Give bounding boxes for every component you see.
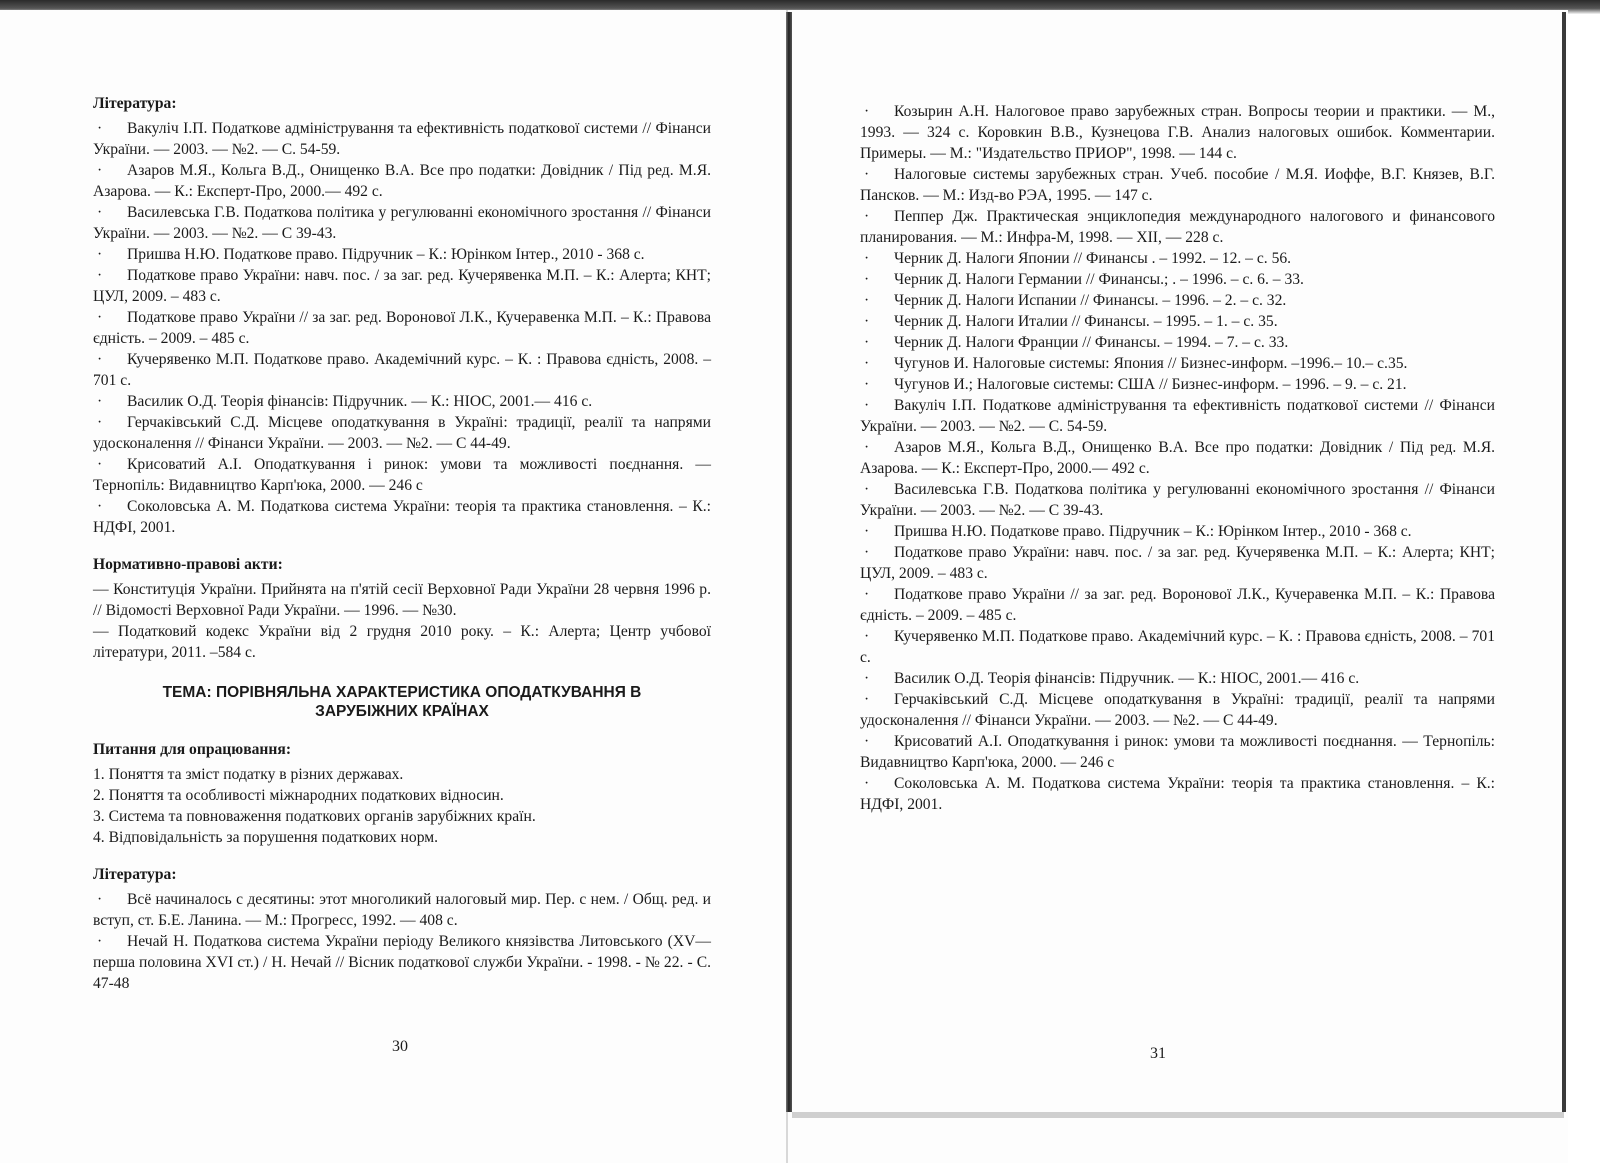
- bibliography-entry: [860, 332, 1495, 353]
- bullet-icon: ·: [864, 355, 870, 372]
- bibliography-entry: [93, 118, 711, 160]
- bibliography-entry: [860, 668, 1495, 689]
- bibliography-entry: [860, 731, 1495, 773]
- entry-text: Кучерявенко М.П. Податкове право. Академічний курс. – К. : Правова єдність, 2008. – 701 с.: [93, 351, 711, 389]
- bibliography-entry: [93, 265, 711, 307]
- question-item: 1. Поняття та зміст податку в різних державах.: [93, 766, 404, 783]
- bibliography-entry: [860, 290, 1495, 311]
- bullet-icon: ·: [97, 891, 103, 908]
- bullet-icon: ·: [864, 439, 870, 456]
- bibliography-entry: [93, 202, 711, 244]
- entry-text: Крисоватий А.І. Оподаткування і ринок: умови та можливості поєднання. — Тернопіль: Видавництво Карп'юка, 2000. — 246 с: [93, 456, 711, 494]
- topic-title-line: ЗАРУБІЖНИХ КРАЇНАХ: [315, 703, 489, 720]
- page-bottom-shadow: [792, 1112, 1564, 1118]
- normative-acts-list: [93, 579, 711, 663]
- bibliography-entry: [860, 542, 1495, 584]
- bullet-icon: ·: [97, 456, 103, 473]
- bullet-icon: ·: [97, 498, 103, 515]
- literature-heading-2: Література:: [93, 866, 177, 883]
- bibliography-entry: [93, 889, 711, 931]
- bullet-icon: ·: [97, 267, 103, 284]
- entry-text: Нечай Н. Податкова система України періоду Великого князівства Литовського (XV—перша половина XVI ст.) / Н. Нечай // Вісник податкової служби України. - 1998. - № 22. - С. 47-48: [93, 933, 711, 992]
- entry-text: Василик О.Д. Теорія фінансів: Підручник. — К.: НІОС, 2001.— 416 с.: [894, 670, 1360, 687]
- bullet-icon: ·: [97, 351, 103, 368]
- bibliography-entry: [860, 584, 1495, 626]
- bullet-icon: ·: [97, 162, 103, 179]
- bibliography-entry: [860, 374, 1495, 395]
- left-page-text: [93, 93, 711, 994]
- bibliography-entry: [860, 248, 1495, 269]
- bullet-icon: ·: [864, 376, 870, 393]
- bullet-icon: ·: [864, 271, 870, 288]
- entry-text: Пришва Н.Ю. Податкове право. Підручник – К.: Юрінком Інтер., 2010 - 368 с.: [127, 246, 645, 263]
- bullet-icon: ·: [864, 334, 870, 351]
- entry-text: Крисоватий А.І. Оподаткування і ринок: умови та можливості поєднання. — Тернопіль: Видавництво Карп'юка, 2000. — 246 с: [860, 733, 1495, 771]
- questions-list: [93, 764, 711, 848]
- entry-text: Податкове право України // за заг. ред. Воронової Л.К., Кучеравенка М.П. – К.: Правова єдність. – 2009. – 485 с.: [93, 309, 711, 347]
- bibliography-list: [860, 101, 1495, 815]
- bullet-icon: ·: [864, 103, 870, 120]
- bibliography-entry: [860, 164, 1495, 206]
- entry-text: Пеппер Дж. Практическая энциклопедия международного налогового и финансового планирования. — М.: Инфра-М, 1998. — XII, — 228 с.: [860, 208, 1495, 246]
- entry-text: Черник Д. Налоги Японии // Финансы . – 1992. – 12. – с. 56.: [894, 250, 1292, 267]
- bibliography-entry: [93, 496, 711, 538]
- bullet-icon: ·: [97, 204, 103, 221]
- bibliography-entry: [93, 391, 711, 412]
- entry-text: Герчаківський С.Д. Місцеве оподаткування в Україні: традиції, реалії та напрями удосконалення // Фінанси України. — 2003. — №2. — С 44-49.: [860, 691, 1495, 729]
- questions-heading: Питання для опрацювання:: [93, 741, 292, 758]
- question-item: 2. Поняття та особливості міжнародних податкових відносин.: [93, 787, 504, 804]
- bibliography-entry: [860, 353, 1495, 374]
- bullet-icon: ·: [97, 246, 103, 263]
- bullet-icon: ·: [864, 670, 870, 687]
- entry-text: Герчаківський С.Д. Місцеве оподаткування в Україні: традиції, реалії та напрями удосконалення // Фінанси України. — 2003. — №2. — С 44-49.: [93, 414, 711, 452]
- bullet-icon: ·: [97, 120, 103, 137]
- entry-text: Черник Д. Налоги Франции // Финансы. – 1994. – 7. – с. 33.: [894, 334, 1289, 351]
- bullet-icon: ·: [864, 691, 870, 708]
- entry-text: Пришва Н.Ю. Податкове право. Підручник – К.: Юрінком Інтер., 2010 - 368 с.: [894, 523, 1412, 540]
- page-number: 30: [392, 1038, 408, 1055]
- bullet-icon: ·: [864, 397, 870, 414]
- entry-text: Податкове право України // за заг. ред. Воронової Л.К., Кучеравенка М.П. – К.: Правова єдність. – 2009. – 485 с.: [860, 586, 1495, 624]
- bibliography-entry: [93, 349, 711, 391]
- page-number: 31: [1150, 1045, 1166, 1062]
- bibliography-entry: [93, 160, 711, 202]
- entry-text: Чугунов И. Налоговые системы: Япония // Бизнес-информ. –1996.– 10.– с.35.: [894, 355, 1408, 372]
- bullet-icon: ·: [864, 775, 870, 792]
- entry-text: Черник Д. Налоги Испании // Финансы. – 1996. – 2. – с. 32.: [894, 292, 1287, 309]
- entry-text: Козырин А.Н. Налоговое право зарубежных стран. Вопросы теории и практики. — М., 1993. — 324 с. Коровкин В.В., Кузнецова Г.В. Анализ налоговых ошибок. Комментарии. Примеры. — М.: "Издательство ПРИОР", 1998. — 144 с.: [860, 103, 1495, 162]
- bibliography-entry: [860, 689, 1495, 731]
- entry-text: Налоговые системы зарубежных стран. Учеб. пособие / М.Я. Иоффе, В.Г. Князев, В.Г. Пансков. — М.: Изд-во РЭА, 1995. — 147 с.: [860, 166, 1495, 204]
- bullet-icon: ·: [97, 414, 103, 431]
- bibliography-entry: [93, 307, 711, 349]
- entry-text: Азаров М.Я., Кольга В.Д., Онищенко В.А. Все про податки: Довідник / Під ред. М.Я. Азарова. — К.: Експерт-Про, 2000.— 492 с.: [860, 439, 1495, 477]
- bullet-icon: ·: [864, 208, 870, 225]
- entry-text: Василевська Г.В. Податкова політика у регулюванні економічного зростання // Фінанси України. — 2003. — №2. — С 39-43.: [93, 204, 711, 242]
- entry-text: Соколовська А. М. Податкова система України: теорія та практика становлення. – К.: НДФІ, 2001.: [93, 498, 711, 536]
- entry-text: Василик О.Д. Теорія фінансів: Підручник. — К.: НІОС, 2001.— 416 с.: [127, 393, 593, 410]
- bibliography-entry: [860, 773, 1495, 815]
- bibliography-entry: [860, 101, 1495, 164]
- entry-text: Податкове право України: навч. пос. / за заг. ред. Кучерявенка М.П. – К.: Алерта; КНТ; ЦУЛ, 2009. – 483 с.: [93, 267, 711, 305]
- entry-text: Азаров М.Я., Кольга В.Д., Онищенко В.А. Все про податки: Довідник / Під ред. М.Я. Азарова. — К.: Експерт-Про, 2000.— 492 с.: [93, 162, 711, 200]
- bibliography-entry: [860, 626, 1495, 668]
- bullet-icon: ·: [864, 250, 870, 267]
- bullet-icon: ·: [864, 292, 870, 309]
- question-item: 4. Відповідальність за порушення податкових норм.: [93, 829, 439, 846]
- entry-text: Василевська Г.В. Податкова політика у регулюванні економічного зростання // Фінанси України. — 2003. — №2. — С 39-43.: [860, 481, 1495, 519]
- literature-list-2: [93, 889, 711, 994]
- bullet-icon: ·: [864, 733, 870, 750]
- bullet-icon: ·: [864, 628, 870, 645]
- page-edge-shadow: [1562, 12, 1566, 1112]
- book-spine: [786, 12, 792, 1112]
- bullet-icon: ·: [864, 313, 870, 330]
- bullet-icon: ·: [864, 586, 870, 603]
- topic-title-line: ТЕМА: ПОРІВНЯЛЬНА ХАРАКТЕРИСТИКА ОПОДАТКУВАННЯ В: [162, 684, 642, 701]
- literature-heading: Література:: [93, 95, 177, 112]
- bibliography-entry: [93, 244, 711, 265]
- bibliography-entry: [860, 206, 1495, 248]
- bullet-icon: ·: [97, 309, 103, 326]
- question-item: 3. Система та повноваження податкових органів зарубіжних країн.: [93, 808, 536, 825]
- entry-text: Чугунов И.; Налоговые системы: США // Бизнес-информ. – 1996. – 9. – с. 21.: [894, 376, 1407, 393]
- bullet-icon: ·: [864, 523, 870, 540]
- bullet-icon: ·: [97, 933, 103, 950]
- entry-text: Черник Д. Налоги Германии // Финансы.; . – 1996. – с. 6. – 33.: [894, 271, 1304, 288]
- normative-act-entry: — Податковий кодекс України від 2 грудня 2010 року. – К.: Алерта; Центр учбової літератури, 2011. –584 с.: [93, 623, 711, 661]
- bibliography-entry: [860, 437, 1495, 479]
- bullet-icon: ·: [864, 166, 870, 183]
- entry-text: Черник Д. Налоги Италии // Финансы. – 1995. – 1. – с. 35.: [894, 313, 1278, 330]
- bibliography-entry: [860, 395, 1495, 437]
- bibliography-entry: [93, 931, 711, 994]
- entry-text: Податкове право України: навч. пос. / за заг. ред. Кучерявенка М.П. – К.: Алерта; КНТ; ЦУЛ, 2009. – 483 с.: [860, 544, 1495, 582]
- bullet-icon: ·: [864, 481, 870, 498]
- bullet-icon: ·: [97, 393, 103, 410]
- entry-text: Соколовська А. М. Податкова система України: теорія та практика становлення. – К.: НДФІ, 2001.: [860, 775, 1495, 813]
- bullet-icon: ·: [864, 544, 870, 561]
- normative-act-entry: — Конституція України. Прийнята на п'ятій сесії Верховної Ради України 28 червня 1996 р. // Відомості Верховної Ради України. — 1996. — №30.: [93, 581, 711, 619]
- bibliography-entry: [93, 412, 711, 454]
- entry-text: Вакуліч І.П. Податкове адміністрування та ефективність податкової системи // Фінанси України. — 2003. — №2. — С. 54-59.: [860, 397, 1495, 435]
- bibliography-entry: [860, 311, 1495, 332]
- bibliography-entry: [860, 479, 1495, 521]
- literature-list: [93, 118, 711, 538]
- bibliography-entry: [93, 454, 711, 496]
- bibliography-entry: [860, 269, 1495, 290]
- topic-title: [93, 683, 711, 721]
- entry-text: Вакуліч І.П. Податкове адміністрування та ефективність податкової системи // Фінанси України. — 2003. — №2. — С. 54-59.: [93, 120, 711, 158]
- right-page-text: [860, 101, 1495, 815]
- bibliography-entry: [860, 521, 1495, 542]
- normative-acts-heading: Нормативно-правові акти:: [93, 556, 283, 573]
- entry-text: Кучерявенко М.П. Податкове право. Академічний курс. – К. : Правова єдність, 2008. – 701 с.: [860, 628, 1495, 666]
- entry-text: Всё начиналось с десятины: этот многоликий налоговый мир. Пер. с нем. / Общ. ред. и вступ, ст. Б.Е. Ланина. — М.: Прогресс, 1992. — 408 с.: [93, 891, 711, 929]
